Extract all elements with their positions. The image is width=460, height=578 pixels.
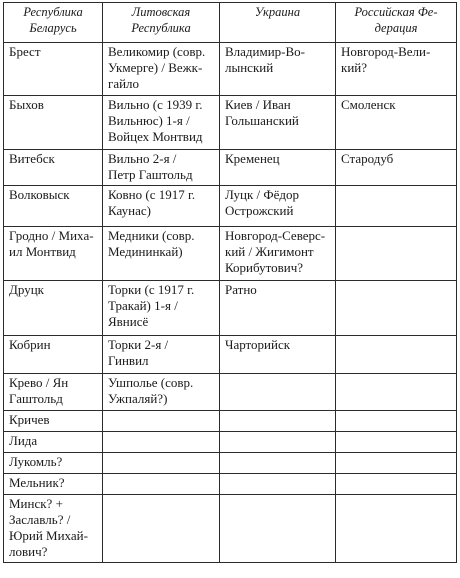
cell-russia (336, 411, 457, 432)
cell-russia (336, 432, 457, 453)
cell-belarus: Крево / Ян Гаштольд (4, 374, 103, 411)
cell-lithuania (103, 495, 220, 563)
cell-belarus: Кобрин (4, 336, 103, 374)
cell-belarus: Брест (4, 43, 103, 96)
header-belarus: Республика Беларусь (4, 3, 103, 43)
cell-ukraine: Ратно (220, 281, 336, 336)
cell-ukraine (220, 432, 336, 453)
table-row (4, 43, 457, 96)
cell-russia: Стародуб (336, 150, 457, 186)
cell-ukraine: Кременец (220, 150, 336, 186)
cell-ukraine (220, 453, 336, 474)
cell-lithuania (103, 411, 220, 432)
cell-lithuania (103, 474, 220, 495)
cell-ukraine (220, 411, 336, 432)
header-row (4, 3, 457, 43)
cell-russia (336, 227, 457, 281)
cell-lithuania: Медники (совр. Медининкай) (103, 227, 220, 281)
cell-belarus: Быхов (4, 96, 103, 150)
table-row (4, 474, 457, 495)
cell-russia: Смоленск (336, 96, 457, 150)
cell-ukraine: Чарторийск (220, 336, 336, 374)
table-row (4, 453, 457, 474)
table-row (4, 411, 457, 432)
cell-ukraine (220, 374, 336, 411)
cell-lithuania: Ушполье (совр. Ужпаляй?) (103, 374, 220, 411)
cell-lithuania: Великомир (совр. Укмерге) / Вежк- гайло (103, 43, 220, 96)
cell-lithuania: Ковно (с 1917 г. Каунас) (103, 186, 220, 227)
cell-ukraine: Киев / Иван Гольшанский (220, 96, 336, 150)
cell-lithuania: Вильно (с 1939 г. Вильнюс) 1-я / Войцех Монтвид (103, 96, 220, 150)
cell-russia (336, 495, 457, 563)
cell-russia (336, 186, 457, 227)
cell-belarus: Лида (4, 432, 103, 453)
header-lithuania: Литовская Республика (103, 3, 220, 43)
header-ukraine: Украина (220, 3, 336, 43)
table-row (4, 227, 457, 281)
cell-lithuania: Торки (с 1917 г. Тракай) 1-я / Явнисё (103, 281, 220, 336)
table-row (4, 281, 457, 336)
table-row (4, 495, 457, 563)
cell-belarus: Кричев (4, 411, 103, 432)
cell-belarus: Лукомль? (4, 453, 103, 474)
cell-ukraine (220, 495, 336, 563)
cell-belarus: Минск? + Заславль? / Юрий Михай- лович? (4, 495, 103, 563)
cell-russia (336, 374, 457, 411)
cell-belarus: Витебск (4, 150, 103, 186)
header-russia: Российская Фе- дерация (336, 3, 457, 43)
cell-ukraine: Владимир-Во- лынский (220, 43, 336, 96)
cell-ukraine: Луцк / Фёдор Острожский (220, 186, 336, 227)
cell-ukraine: Новгород-Северс- кий / Жигимонт Корибутович? (220, 227, 336, 281)
table-row (4, 150, 457, 186)
cell-lithuania: Вильно 2-я / Петр Гаштольд (103, 150, 220, 186)
cell-belarus: Друцк (4, 281, 103, 336)
cell-lithuania: Торки 2-я / Гинвил (103, 336, 220, 374)
cell-lithuania (103, 432, 220, 453)
regions-table (3, 2, 457, 563)
table-row (4, 336, 457, 374)
cell-russia (336, 281, 457, 336)
cell-russia (336, 336, 457, 374)
cell-russia (336, 474, 457, 495)
table-row (4, 186, 457, 227)
table-container (3, 2, 457, 563)
cell-belarus: Мельник? (4, 474, 103, 495)
cell-ukraine (220, 474, 336, 495)
cell-lithuania (103, 453, 220, 474)
table-row (4, 374, 457, 411)
table-row (4, 96, 457, 150)
table-row (4, 432, 457, 453)
cell-belarus: Волковыск (4, 186, 103, 227)
cell-belarus: Гродно / Михa- ил Монтвид (4, 227, 103, 281)
cell-russia (336, 453, 457, 474)
cell-russia: Новгород-Вели- кий? (336, 43, 457, 96)
